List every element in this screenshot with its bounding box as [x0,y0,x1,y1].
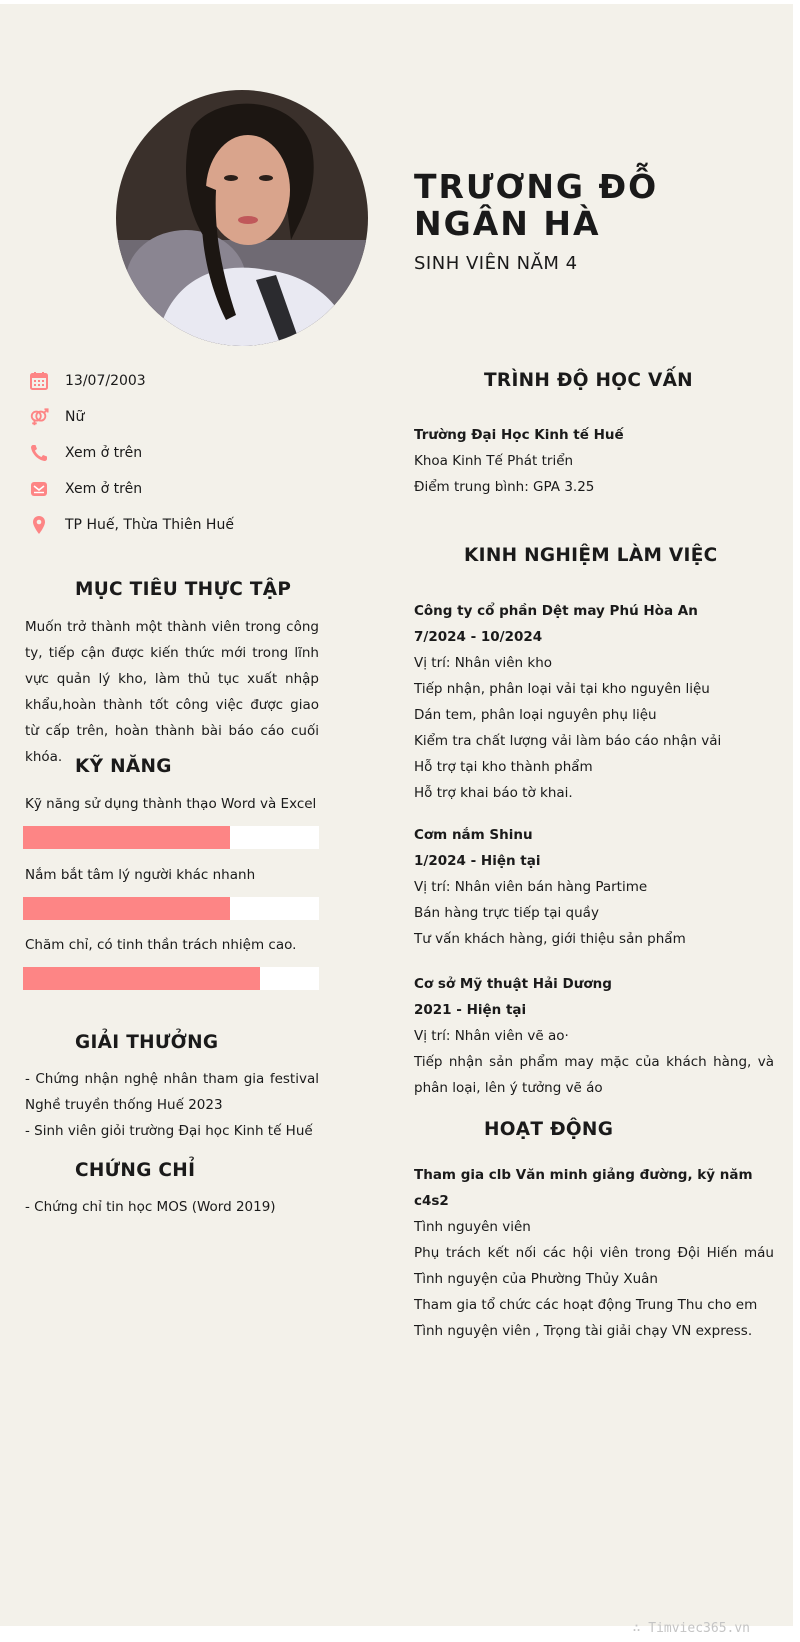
job-line: Tiếp nhận sản phẩm may mặc của khách hàng, và phân loại, lên ý tưởng vẽ áo [414,1054,774,1096]
job-line: Tư vấn khách hàng, giới thiệu sản phẩm [414,931,686,947]
objective-heading: MỤC TIÊU THỰC TẬP [75,579,292,600]
award-item: - Chứng nhận nghệ nhân tham gia festival Nghề truyền thống Huế 2023 [25,1071,319,1113]
job-line: Dán tem, phân loại nguyên phụ liệu [414,707,657,723]
gender-text: Nữ [65,409,85,425]
certificates-heading: CHỨNG CHỈ [75,1160,196,1181]
gpa-text: Điểm trung bình: GPA 3.25 [414,479,595,495]
activity-line: Tham gia tổ chức các hoạt động Trung Thu cho em [414,1297,758,1313]
activity-title: Tham gia clb Văn minh giảng đường, kỹ năm c4s2 [414,1167,753,1209]
job-period: 7/2024 - 10/2024 [414,629,543,645]
job-block [414,822,774,952]
skill-bar-fill [23,897,230,920]
job-period: 2021 - Hiện tại [414,1002,527,1018]
contact-gender [28,405,358,429]
skill-label: Kỹ năng sử dụng thành thạo Word và Excel [25,796,317,812]
gender-icon [28,406,50,428]
education-heading: TRÌNH ĐỘ HỌC VẤN [484,370,693,391]
job-period: 1/2024 - Hiện tại [414,853,541,869]
activities-heading: HOẠT ĐỘNG [484,1119,614,1140]
job-company: Cơm nắm Shinu [414,827,533,843]
skill-label: Nắm bắt tâm lý người khác nhanh [25,867,256,883]
certificate-item: - Chứng chỉ tin học MOS (Word 2019) [25,1199,276,1215]
skill-bar-fill [23,826,230,849]
job-line: Hỗ trợ tại kho thành phẩm [414,759,593,775]
awards-heading: GIẢI THƯỞNG [75,1032,219,1053]
cv-page [0,4,793,1626]
job-line: Tiếp nhận, phân loại vải tại kho nguyên liệu [414,681,710,697]
activity-line: Tình nguyện viên , Trọng tài giải chạy VN express. [414,1323,753,1339]
award-item: - Sinh viên giỏi trường Đại học Kinh tế Huế [25,1123,313,1139]
contact-address [28,513,358,537]
experience-heading: KINH NGHIỆM LÀM VIỆC [464,545,718,566]
birthdate-text: 13/07/2003 [65,373,146,389]
email-icon [28,478,50,500]
contact-email [28,477,358,501]
phone-text: Xem ở trên [65,445,143,461]
contact-phone [28,441,358,465]
job-line: Vị trí: Nhân viên kho [414,655,553,671]
job-line: Bán hàng trực tiếp tại quầy [414,905,599,921]
calendar-icon [28,370,50,392]
job-line: Vị trí: Nhân viên bán hàng Partime [414,879,648,895]
job-block [414,971,774,1101]
skills-heading: KỸ NĂNG [75,756,172,777]
school-name: Trường Đại Học Kinh tế Huế [414,427,624,443]
job-company: Công ty cổ phần Dệt may Phú Hòa An [414,603,698,619]
skill-bar [23,967,319,990]
profile-photo [116,90,368,346]
skill-bar [23,897,319,920]
job-line: Hỗ trợ khai báo tờ khai. [414,785,573,801]
address-text: TP Huế, Thừa Thiên Huế [65,517,234,533]
contact-birthdate [28,369,358,393]
skill-bar [23,826,319,849]
watermark: ∴ Timviec365.vn [632,1621,750,1636]
skill-bar-fill [23,967,260,990]
job-block [414,598,774,806]
candidate-title: SINH VIÊN NĂM 4 [414,253,578,274]
job-line: Kiểm tra chất lượng vải làm báo cáo nhận vải [414,733,722,749]
email-text: Xem ở trên [65,481,143,497]
activity-block [414,1162,774,1344]
location-pin-icon [28,514,50,536]
faculty-name: Khoa Kinh Tế Phát triển [414,453,574,469]
job-line: Vị trí: Nhân viên vẽ ao· [414,1028,569,1044]
objective-text: Muốn trở thành một thành viên trong công ty, tiếp cận được kiến thức mới trong lĩnh vực quản lý kho, làm thủ tục xuất nhập khẩu,hoàn thành tốt công việc được giao từ cấp trên, hoàn thành bài báo cáo cuối khóa. [25,619,319,765]
activity-line: Phụ trách kết nối các hội viên trong Đội Hiến máu Tình nguyện của Phường Thủy Xuân [414,1245,774,1287]
education-block [414,422,774,500]
activity-line: Tình nguyên viên [414,1219,531,1235]
watermark-text: Timviec365.vn [648,1621,750,1636]
candidate-name: TRƯƠNG ĐỖ NGÂN HÀ [414,167,659,243]
skill-label: Chăm chỉ, có tinh thần trách nhiệm cao. [25,937,297,953]
job-company: Cơ sở Mỹ thuật Hải Dương [414,976,612,992]
phone-icon [28,442,50,464]
